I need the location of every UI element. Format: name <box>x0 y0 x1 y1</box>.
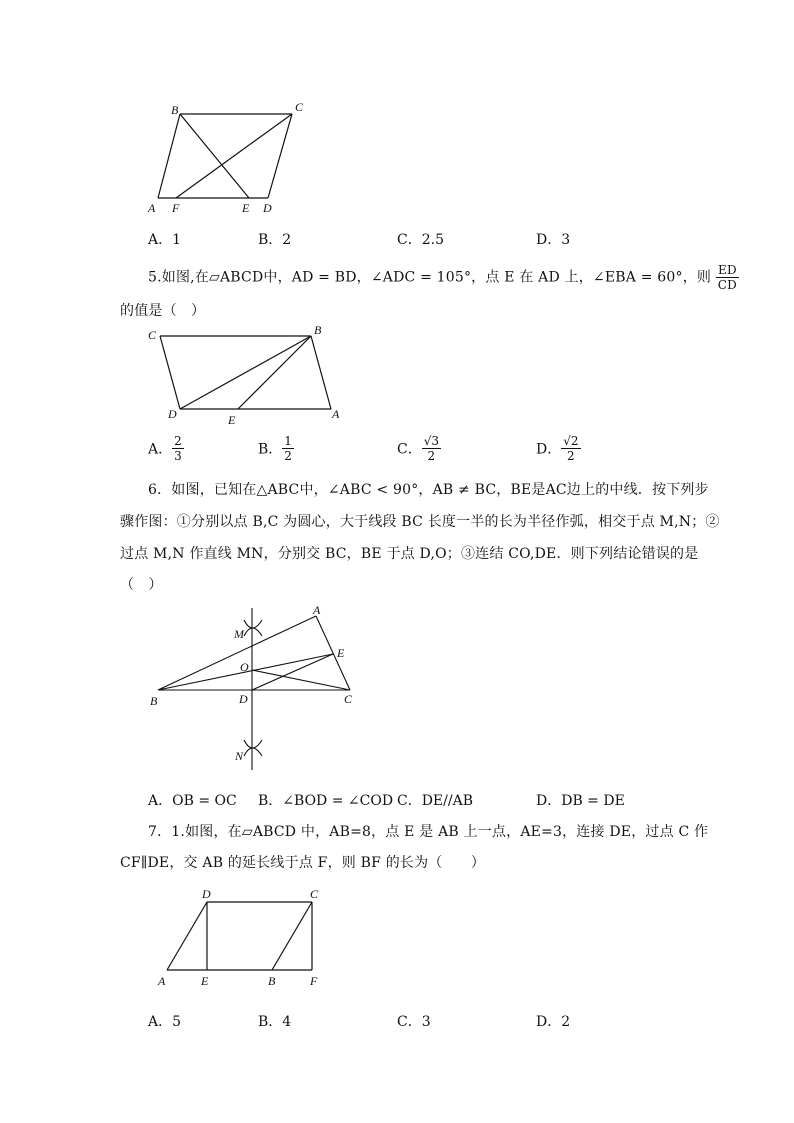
q5-option-c-fraction <box>422 434 441 463</box>
q6-side-ac <box>316 616 350 690</box>
q7-label-a: A <box>158 974 166 988</box>
q5-option-b <box>258 434 294 463</box>
q6-label-c: C <box>344 692 353 706</box>
q5-option-c-letter: C． <box>397 441 422 458</box>
q5-option-d-den: 2 <box>567 449 575 463</box>
q6-label-a: A <box>313 603 321 617</box>
q5-option-c <box>397 434 441 463</box>
q7-option-d: D．2 <box>536 1014 571 1030</box>
q5-frac-den: CD <box>717 278 737 292</box>
q7-label-c: C <box>310 887 319 901</box>
q5-label-e: E <box>228 413 236 427</box>
q4-side-ab <box>158 114 180 198</box>
q5-option-b-den: 2 <box>284 449 292 463</box>
q7-label-d: D <box>202 887 211 901</box>
q7-option-b: B．4 <box>258 1014 292 1030</box>
q5-side-cd <box>160 336 180 409</box>
q5-option-d-letter: D． <box>536 441 562 458</box>
q7-label-f: F <box>310 974 318 988</box>
q6-label-d: D <box>239 692 248 706</box>
q4-side-cd <box>268 114 292 198</box>
q5-stem-fraction <box>716 263 739 292</box>
q4-option-d: D．3 <box>536 232 571 248</box>
q5-option-b-num: 1 <box>284 434 292 448</box>
q5-segment-be <box>238 336 311 409</box>
q5-stem-text: 5.如图,在▱ABCD中，AD = BD，∠ADC = 105°，点 E 在 AD 上，∠EBA = 60°，则 <box>148 269 712 286</box>
q5-option-b-letter: B． <box>258 441 283 458</box>
q4-option-b: B．2 <box>258 232 292 248</box>
q6-label-o: O <box>240 660 249 674</box>
q7-label-e: E <box>201 974 209 988</box>
q5-side-ba <box>311 336 331 409</box>
q5-label-b: B <box>314 323 322 337</box>
q6-option-a: A．OB = OC <box>148 793 237 809</box>
q5-label-c: C <box>148 328 157 342</box>
q6-segment-co <box>252 670 350 690</box>
q4-option-c: C．2.5 <box>397 232 444 248</box>
q7-option-a: A．5 <box>148 1014 182 1030</box>
q4-segment-be <box>180 114 249 198</box>
q5-option-a-num: 2 <box>174 434 182 448</box>
q5-option-a-fraction <box>172 434 184 463</box>
q5-option-a <box>148 434 184 463</box>
q6-arc-n <box>244 740 262 756</box>
q6-option-c: C．DE//AB <box>397 793 473 809</box>
q6-option-b: B．∠BOD = ∠COD <box>258 793 394 809</box>
q5-diagonal-bd <box>180 336 311 409</box>
q6-label-n: N <box>235 749 244 763</box>
q5-option-a-den: 3 <box>174 449 182 463</box>
q6-stem-line1: 6．如图，已知在△ABC中，∠ABC < 90°，AB ≠ BC，BE是AC边上的中线．按下列步 <box>148 482 709 498</box>
q7-stem-line1: 7．1.如图，在▱ABCD 中，AB=8，点 E 是 AB 上一点，AE=3，连接 DE，过点 C 作 <box>148 824 709 840</box>
q4-label-c: C <box>295 100 304 114</box>
q5-option-c-num: √3 <box>423 434 439 448</box>
q7-stem-line2: CF∥DE，交 AB 的延长线于点 F，则 BF 的长为（ ） <box>120 855 486 871</box>
q7-side-ad <box>167 902 207 970</box>
q6-label-b: B <box>150 694 158 708</box>
q5-stem-line2: 的值是（ ） <box>120 303 206 319</box>
q6-arc-m <box>244 620 262 636</box>
q4-label-a: A <box>148 201 156 215</box>
q6-option-d: D．DB = DE <box>536 793 625 809</box>
q6-median-be <box>158 654 333 690</box>
q6-stem-line2: 骤作图：①分别以点 B,C 为圆心，大于线段 BC 长度一半的长为半径作弧，相交于点 M,N；② <box>120 514 720 530</box>
q6-segment-de <box>252 654 333 690</box>
q7-option-c: C．3 <box>397 1014 431 1030</box>
q5-stem-line1 <box>148 263 739 292</box>
q5-option-a-letter: A． <box>148 441 173 458</box>
q6-stem-line4: （ ） <box>120 577 163 593</box>
q6-stem-line3: 过点 M,N 作直线 MN，分别交 BC，BE 于点 D,O；③连结 CO,DE．则下列结论错误的是 <box>120 546 699 562</box>
q5-option-d-fraction <box>561 434 580 463</box>
q4-label-b: B <box>171 103 179 117</box>
q5-option-d <box>536 434 581 463</box>
q4-label-e: E <box>242 201 250 215</box>
q5-option-c-den: 2 <box>427 449 436 463</box>
q4-segment-cf <box>176 114 292 198</box>
q5-label-d: D <box>168 407 177 421</box>
q4-label-f: F <box>172 201 180 215</box>
q5-option-b-fraction <box>282 434 294 463</box>
q5-label-a: A <box>332 407 340 421</box>
q6-label-m: M <box>234 627 244 641</box>
q4-label-d: D <box>263 201 272 215</box>
q7-label-b: B <box>268 974 276 988</box>
q6-side-ba <box>158 616 316 690</box>
q6-label-e: E <box>337 646 345 660</box>
q5-frac-num: ED <box>716 263 739 278</box>
q7-segment-cb <box>272 902 312 970</box>
q4-option-a: A．1 <box>148 232 182 248</box>
q5-option-d-num: √2 <box>563 434 579 448</box>
